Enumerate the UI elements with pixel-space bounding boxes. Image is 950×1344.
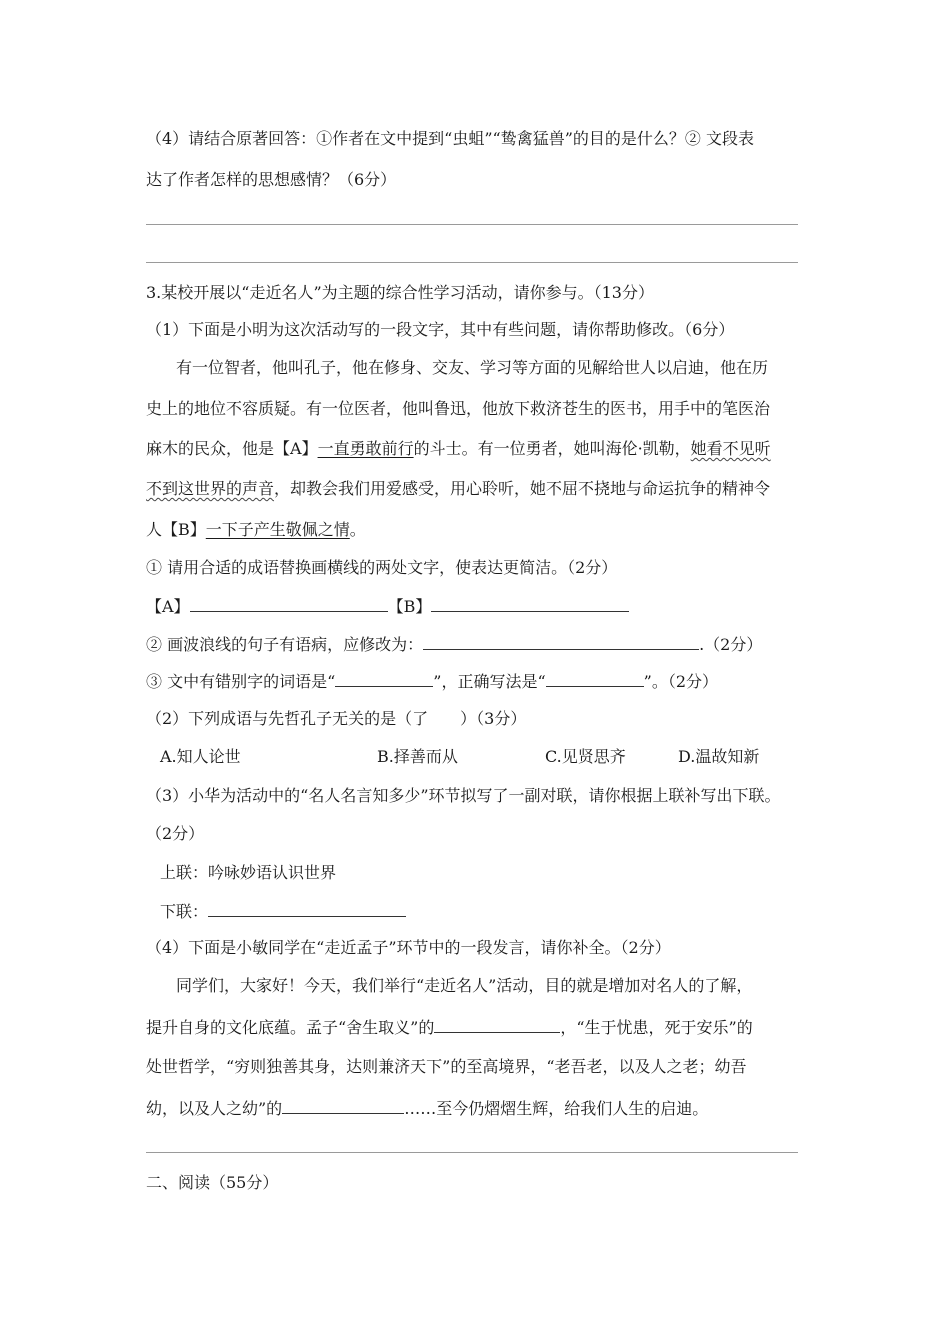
- option-d: D.温故知新: [678, 747, 760, 766]
- question-3-1-title: （1）下面是小明为这次活动写的一段文字，其中有些问题，请你帮助修改。（6分）: [146, 320, 735, 339]
- question-2-4-line-1: （4）请结合原著回答：①作者在文中提到“虫蛆”“鸷禽猛兽”的目的是什么？② 文段表: [146, 129, 754, 148]
- passage-line-3: [146, 438, 771, 460]
- passage-line-1: 有一位智者，他叫孔子，他在修身、交友、学习等方面的见解给世人以启迪，他在历: [176, 358, 769, 377]
- passage-line-5: [146, 519, 366, 541]
- question-3-4-title: （4）下面是小敏同学在“走近孟子”环节中的一段发言，请你补全。（2分）: [146, 938, 671, 957]
- answer-line: [146, 1152, 798, 1153]
- lower-label: 下联：: [160, 902, 209, 921]
- question-3-2-title: （2）下列成语与先哲孔子无关的是（了 ）（3分）: [146, 709, 527, 728]
- blank-mencius-1[interactable]: [434, 1016, 560, 1033]
- blank-lower-couplet[interactable]: [208, 900, 406, 917]
- sub-question-3-text: ”，正确写法是“: [433, 672, 546, 691]
- couplet-upper: 上联：吟咏妙语认识世界: [160, 863, 337, 882]
- passage-text: 人【B】: [146, 520, 206, 539]
- sub-question-3: [146, 670, 718, 693]
- passage-text: 。: [349, 520, 366, 539]
- sub-question-2-text: ② 画波浪线的句子有语病，应修改为：: [146, 635, 424, 654]
- blank-wrong-word[interactable]: [335, 670, 433, 687]
- question-3-3-title: （3）小华为活动中的“名人名言知多少”环节拟写了一副对联，请你根据上联补写出下联。: [146, 786, 781, 805]
- answer-line: [146, 262, 798, 263]
- answer-line: [146, 224, 798, 225]
- speech-text: ，“生于忧患，死于安乐”的: [560, 1018, 753, 1037]
- underlined-phrase-b: 一下子产生敬佩之情: [205, 520, 350, 539]
- blank-mencius-2[interactable]: [282, 1097, 404, 1114]
- question-3-title: 3.某校开展以“走近名人”为主题的综合性学习活动，请你参与。（13分）: [146, 283, 654, 302]
- speech-text: 幼，以及人之幼”的: [146, 1099, 283, 1118]
- passage-line-4: [146, 478, 770, 500]
- section-2-heading: 二、阅读（55分）: [146, 1173, 279, 1192]
- sub-question-3-text: ③ 文中有错别字的词语是“: [146, 672, 336, 691]
- sub-question-3-score: ”。（2分）: [643, 672, 719, 691]
- passage-text: 的斗士。有一位勇者，她叫海伦·凯勒，: [413, 439, 691, 458]
- label-a: 【A】: [146, 597, 190, 616]
- blank-correction[interactable]: [423, 633, 699, 650]
- passage-text: ，却教会我们用爱感受，用心聆听，她不屈不挠地与命运抗争的精神令: [274, 479, 771, 498]
- blank-b[interactable]: [431, 595, 629, 612]
- sub-question-1-answers: [146, 595, 629, 618]
- couplet-lower: [160, 900, 406, 923]
- blank-a[interactable]: [190, 595, 388, 612]
- speech-text: 提升自身的文化底蕴。孟子“舍生取义”的: [146, 1018, 435, 1037]
- sub-question-2-score: .（2分）: [699, 635, 763, 654]
- speech-line-2: [146, 1016, 753, 1039]
- option-c: C.见贤思齐: [545, 747, 626, 766]
- question-3-3-score: （2分）: [146, 824, 205, 843]
- sub-question-1: ① 请用合适的成语替换画横线的两处文字，使表达更简洁。（2分）: [146, 558, 618, 577]
- passage-line-2: 史上的地位不容质疑。有一位医者，他叫鲁迅，他放下救济苍生的医书，用手中的笔医治: [146, 399, 771, 418]
- speech-line-4: [146, 1097, 708, 1120]
- question-2-4-line-2: 达了作者怎样的思想感情？（6分）: [146, 170, 397, 189]
- label-b: 【B】: [387, 597, 432, 616]
- passage-text: 麻木的民众，他是【A】: [146, 439, 318, 458]
- speech-line-1: 同学们，大家好！今天，我们举行“走近名人”活动，目的就是增加对名人的了解，: [176, 976, 753, 995]
- wavy-sentence: 她看不见听: [690, 439, 771, 458]
- blank-correct-word[interactable]: [546, 670, 644, 687]
- option-b: B.择善而从: [377, 747, 458, 766]
- wavy-sentence: 不到这世界的声音: [146, 479, 275, 498]
- option-a: A.知人论世: [160, 747, 241, 766]
- underlined-phrase-a: 一直勇敢前行: [317, 439, 414, 458]
- speech-line-3: 处世哲学，“穷则独善其身，达则兼济天下”的至高境界，“老吾老，以及人之老；幼吾: [146, 1057, 747, 1076]
- sub-question-2: [146, 633, 762, 656]
- speech-text: ……至今仍熠熠生辉，给我们人生的启迪。: [404, 1099, 709, 1118]
